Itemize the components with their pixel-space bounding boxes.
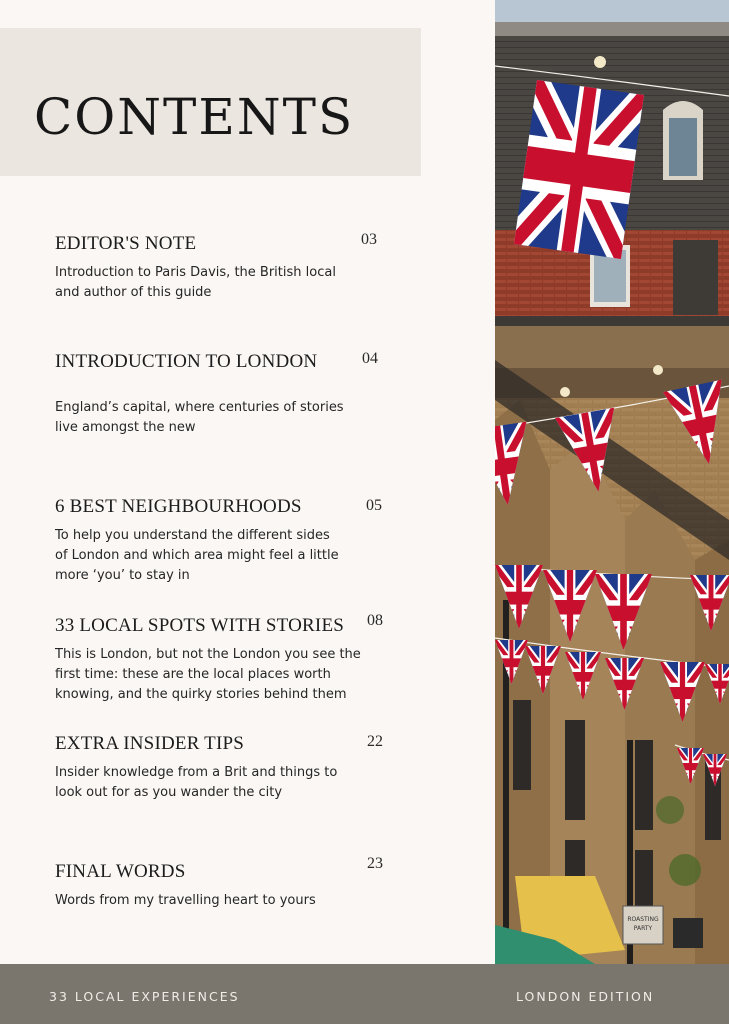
toc-entry-final-words[interactable] [55, 861, 395, 911]
toc-entry-local-spots[interactable] [55, 615, 395, 705]
toc-page-number: 04 [362, 350, 378, 367]
toc-description: To help you understand the different sides of London and which area might feel a little more ‘you’ to stay in [55, 528, 339, 583]
title-block [0, 28, 421, 176]
toc-entry-editors-note[interactable] [55, 233, 395, 303]
toc-page-number: 08 [367, 612, 383, 629]
toc-heading[interactable]: EXTRA INSIDER TIPS [55, 733, 245, 754]
toc-heading[interactable]: EDITOR'S NOTE [55, 233, 197, 254]
toc-entry-insider-tips[interactable] [55, 733, 395, 803]
toc-page-number: 22 [367, 733, 383, 750]
toc-heading[interactable]: FINAL WORDS [55, 861, 186, 882]
toc-page-number: 03 [361, 231, 377, 248]
toc-page-number: 05 [366, 497, 382, 514]
toc-description: Introduction to Paris Davis, the British local and author of this guide [55, 265, 336, 300]
toc-page-number: 23 [367, 855, 383, 872]
toc-description: Words from my travelling heart to yours [55, 893, 316, 908]
shop-sign-line-2: PARTY [633, 925, 653, 932]
toc-description: England’s capital, where centuries of stories live amongst the new [55, 400, 344, 435]
footer-right-label: LONDON EDITION [516, 989, 655, 1004]
toc-entry-neighbourhoods[interactable] [55, 496, 395, 586]
london-street-photo [495, 0, 729, 964]
bunting-street-illustration [495, 0, 729, 964]
footer-left-label: 33 LOCAL EXPERIENCES [49, 989, 240, 1004]
toc-description: Insider knowledge from a Brit and things to look out for as you wander the city [55, 765, 338, 800]
footer-bar [0, 964, 729, 1024]
toc-description: This is London, but not the London you see the first time: these are the local places worth knowing, and the quirky stories behind them [55, 647, 361, 702]
shop-sign-line-1: ROASTING [627, 916, 659, 923]
toc-heading[interactable]: 6 BEST NEIGHBOURHOODS [55, 496, 302, 517]
toc-heading[interactable]: INTRODUCTION TO LONDON [55, 351, 318, 372]
toc-entry-introduction[interactable] [55, 351, 395, 438]
page-title: CONTENTS [34, 88, 355, 146]
toc-heading[interactable]: 33 LOCAL SPOTS WITH STORIES [55, 615, 345, 636]
